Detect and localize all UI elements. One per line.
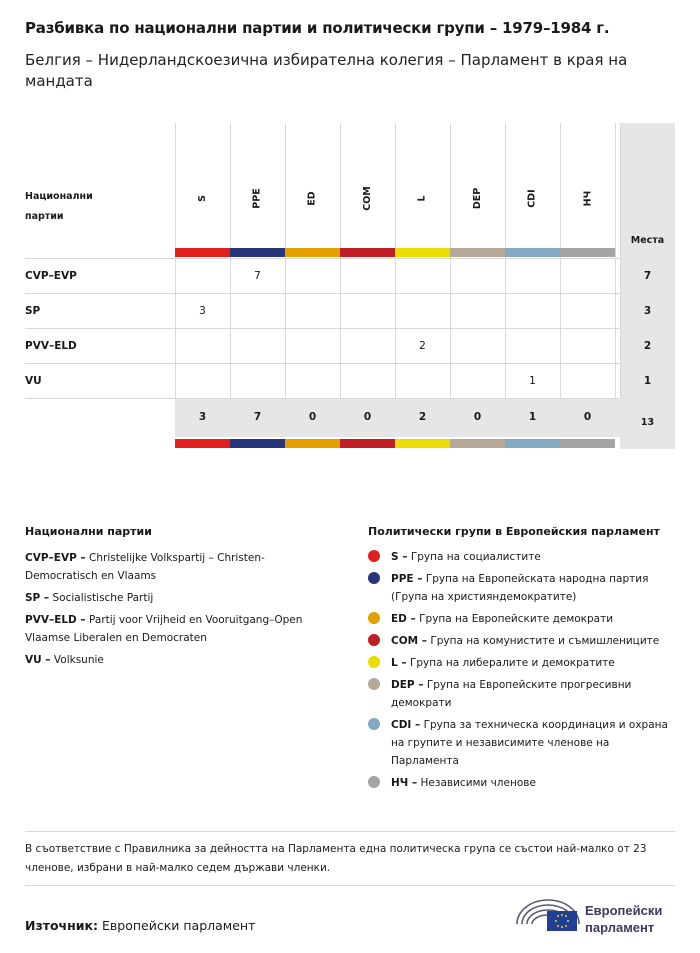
party-name: Partij voor Vrijheid en Vooruitgang–Open Vlaamse Liberalen en Democraten	[25, 614, 303, 644]
grid-hline	[25, 258, 620, 259]
group-color-bar	[450, 248, 505, 257]
group-color-bar	[340, 439, 395, 448]
grid-vline	[620, 123, 621, 398]
group-total: 1	[528, 411, 537, 423]
group-total: 2	[418, 411, 427, 423]
grid-hline	[25, 293, 620, 294]
party-row-label: PVV–ELD	[25, 340, 77, 352]
row-seats: 7	[643, 270, 652, 282]
group-abbr: НЧ –	[391, 777, 418, 789]
group-color-bar	[230, 439, 285, 448]
group-name: Група на Европейските прогресивни демократи	[391, 679, 632, 709]
group-legend-item	[368, 610, 678, 628]
divider	[25, 831, 675, 832]
row-seats: 2	[643, 340, 652, 352]
group-code: ED	[306, 190, 318, 206]
group-code: CDI	[527, 188, 538, 208]
party-row-label: CVP–EVP	[25, 270, 77, 282]
group-header-l	[395, 143, 450, 253]
group-color-bar	[285, 248, 340, 257]
ep-logo	[513, 894, 678, 938]
table-cell: 3	[199, 305, 206, 317]
group-color-bar	[230, 248, 285, 257]
party-legend-item	[25, 549, 330, 585]
party-row-label: SP	[25, 305, 41, 317]
group-code: DEP	[472, 187, 483, 209]
group-legend-item	[368, 654, 678, 672]
page-title: Разбивка по национални партии и политически групи – 1979–1984 г.	[25, 19, 610, 37]
seats-column-header: Места	[630, 235, 665, 246]
group-total: 0	[363, 411, 372, 423]
group-header-ed	[285, 143, 340, 253]
parties-legend-title: Национални партии	[25, 525, 152, 538]
seats-column-bg	[620, 123, 675, 449]
ep-logo-line1: Европейски	[585, 903, 663, 918]
group-code: НЧ	[581, 190, 593, 206]
party-legend-item	[25, 589, 330, 607]
group-abbr: COM –	[391, 635, 427, 647]
group-header-s	[175, 143, 230, 253]
source-line	[25, 918, 255, 933]
group-color-dot	[368, 550, 380, 562]
ep-logo-line2: парламент	[585, 920, 655, 935]
party-row-label: VU	[25, 375, 42, 387]
group-name: Група за техническа координация и охрана на групите и независимите членове на Парламента	[391, 719, 668, 767]
party-column-header: Национални партии	[25, 191, 93, 222]
group-abbr: PPE –	[391, 573, 423, 585]
group-abbr: S –	[391, 551, 408, 563]
seats-table	[25, 123, 675, 449]
source-label: Източник:	[25, 918, 99, 933]
group-code: S	[197, 194, 208, 202]
party-name: Christelijke Volkspartij – Christen-Democratisch en Vlaams	[25, 552, 265, 582]
party-abbr: VU –	[25, 654, 51, 666]
group-color-dot	[368, 656, 380, 668]
group-name: Независими членове	[420, 777, 536, 789]
grid-hline	[25, 328, 620, 329]
group-code: PPE	[251, 187, 263, 209]
group-color-bar	[505, 439, 560, 448]
group-legend-item	[368, 774, 678, 792]
group-legend-item	[368, 632, 678, 650]
group-color-dot	[368, 718, 380, 730]
group-header-dep	[450, 143, 505, 253]
group-legend-item	[368, 548, 678, 566]
group-abbr: DEP –	[391, 679, 424, 691]
group-color-bar	[175, 439, 230, 448]
group-color-bar	[560, 248, 615, 257]
group-color-bar	[340, 248, 395, 257]
group-total: 0	[583, 411, 592, 423]
group-abbr: CDI –	[391, 719, 421, 731]
party-abbr: CVP–EVP –	[25, 552, 86, 564]
group-header-ppe	[230, 143, 285, 253]
party-legend-item	[25, 651, 330, 669]
table-cell: 1	[529, 375, 536, 387]
parties-legend	[25, 549, 330, 673]
group-color-bar	[285, 439, 340, 448]
ep-hemicycle-icon	[513, 894, 583, 934]
party-abbr: PVV–ELD –	[25, 614, 86, 626]
groups-legend-title: Политически групи в Европейския парламент	[368, 525, 660, 538]
group-header-com	[340, 143, 395, 253]
party-legend-item	[25, 611, 330, 647]
group-name: Група на комунистите и съмишлениците	[430, 635, 660, 647]
party-name: Volksunie	[53, 654, 104, 666]
group-color-dot	[368, 572, 380, 584]
ep-logo-text	[585, 902, 662, 936]
group-header-cdi	[505, 143, 560, 253]
group-color-dot	[368, 612, 380, 624]
group-code: COM	[361, 185, 373, 211]
group-total: 0	[473, 411, 482, 423]
group-color-bar	[175, 248, 230, 257]
groups-legend	[368, 548, 678, 796]
group-total: 7	[253, 411, 262, 423]
row-seats: 3	[643, 305, 652, 317]
grid-hline	[25, 363, 620, 364]
group-color-dot	[368, 678, 380, 690]
group-color-bar	[505, 248, 560, 257]
group-total: 0	[308, 411, 317, 423]
group-code: L	[417, 194, 428, 202]
group-name: Група на либералите и демократите	[409, 657, 615, 669]
group-abbr: ED –	[391, 613, 416, 625]
group-total: 3	[198, 411, 207, 423]
group-color-bar	[560, 439, 615, 448]
table-cell: 7	[254, 270, 261, 282]
group-legend-item	[368, 716, 678, 770]
group-name: Група на Европейските демократи	[419, 613, 614, 625]
source-value: Европейски парламент	[102, 918, 256, 933]
group-color-dot	[368, 634, 380, 646]
group-legend-item	[368, 570, 678, 606]
grid-hline	[25, 398, 620, 399]
group-color-dot	[368, 776, 380, 788]
total-seats: 13	[640, 417, 655, 428]
grid-vline	[615, 123, 616, 398]
page-subtitle: Белгия – Нидерландскоезична избирателна колегия – Парламент в края на мандата	[25, 51, 628, 90]
group-color-bar	[450, 439, 505, 448]
party-name: Socialistische Partij	[52, 592, 154, 604]
group-legend-item	[368, 676, 678, 712]
group-abbr: L –	[391, 657, 407, 669]
table-cell: 2	[419, 340, 426, 352]
group-name: Група на Европейската народна партия (Група на християндемократите)	[391, 573, 649, 603]
group-color-bar	[395, 248, 450, 257]
divider	[25, 885, 675, 886]
group-header-нч	[560, 143, 615, 253]
footnote: В съответствие с Правилника за дейността на Парламента една политическа група се състои най-малко от 23 членове, избрани в най-малко седем държави членки.	[25, 843, 647, 874]
row-seats: 1	[643, 375, 652, 387]
party-abbr: SP –	[25, 592, 50, 604]
group-name: Група на социалистите	[410, 551, 541, 563]
group-color-bar	[395, 439, 450, 448]
